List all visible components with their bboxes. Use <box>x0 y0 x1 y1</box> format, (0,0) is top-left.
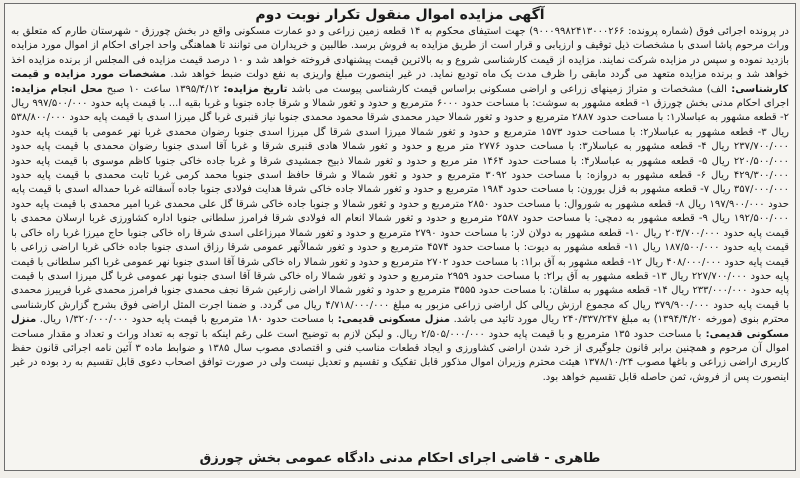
house-old2-text: با مساحت حدود ۱۳۵ مترمربع و با قیمت پایه حدود ۲/۵۰۵/۰۰۰/۰۰۰ ریال. و لیکن لازم به توضیح است علی رغم اینکه با توجه به تعداد وراث و تعداد و مقدار مساحت اموال آن مرحوم و همچنین برابر قانون جلوگیری از خرد شدن اراضی کشاورزی و ایجاد قطعات مناسب فنی و اقتصادی مصوب سال ۱۳۸۵ و ضوابط ماده ۳ آئین نامه اجرائی قانون حفظ کاربری اراضی زراعی و باغها مصوب ۱۳۷۸/۱۰/۲۴ هیئت محترم وزیران اموال مذکور قابل تفکیک و تقسیم و تعدیل نیست ولی در صورت توافق اصحاب دعوی قابل تقسیم به رد بوده در غیر اینصورت پس از فروش، ثمن حاصله قابل تقسیم خواهد بود. <box>11 328 789 383</box>
newspaper-notice <box>4 3 796 471</box>
spec-heading: مشخصات مورد مزایده و قیمت کارشناسی: <box>11 69 789 95</box>
notice-title: آگهی مزایده اموال منقول تکرار نوبت دوم <box>255 7 545 23</box>
house-old-text: با مساحت حدود ۱۸۰ مترمربع با قیمت پایه حدود ۱/۳۲۰/۰۰۰/۰۰۰ ریال. <box>36 314 334 326</box>
auction-date: ۱۳۹۵/۴/۱۲ ساعت ۱۰ صبح <box>102 83 220 95</box>
auction-place-label: محل انجام مزایده: <box>11 83 103 95</box>
parcels-list: اجرای احکام مدنی بخش چورزق ۱- قطعه مشهور به سوشت: با مساحت حدود ۶۰۰۰ مترمربع و حدود و ثغور شمالا و شرقا جاده جنوبا و غربا بقیه ا... با قیمت پایه حدود ۹۹۷/۵۰۰/۰۰۰ ریال ۲- قطعه مشهور به عباسلار۱: با مساحت حدود ۲۸۸۷ مترمربع و حدود و ثغور شمالا حیدر محمدی شرقا محمود محمدی جنوبا نیاز قنبری غربا گل میرزا اسدی با قیمت پایه حدود ۵۳۸/۸۰۰/۰۰۰ ریال ۳- قطعه مشهور به عباسلار۲: با مساحت حدود ۱۵۷۳ مترمربع و حدود و ثغور شمالا میرزا اسدی شرقا گل میرزا اسدی جنوبا رضوان محمدی غربا نهر عمومی با قیمت پایه حدود ۲۳۷/۷۰۰/۰۰۰ ریال ۴- قطعه مشهور به عباسلار۳: با مساحت حدود ۲۷۷۶ متر مربع و حدود و ثغور شمالا هادی قنبری شرقا و غربا آقا اسدی جنوبا رضوان محمدی با قیمت پایه حدود ۲۲۰/۵۰۰/۰۰۰ ریال ۵- قطعه مشهور به عباسلار۴: با مساحت حدود ۱۴۶۴ متر مربع و حدود و ثغور شمالا ذبیح جمشیدی شرقا و غربا جاده خاکی جنوبا کاظم موسوی با قیمت پایه حدود ۴۲۹/۳۰۰/۰۰۰ ریال ۶- قطعه مشهور به دروازه: با مساحت حدود ۳۰۹۲ مترمربع و حدود و ثغور شمالا و شرقا حافظ اسدی جنوبا محمد کرمی غربا ثابت محمدی با قیمت پایه حدود ۳۵۷/۰۰۰/۰۰۰ ریال ۷- قطعه مشهور به قزل بورون: با مساحت حدود ۱۹۸۴ مترمربع و حدود و ثغور شمالا جاده خاکی شرقا هدایت فولادی جنوبا جاده آسفالته غربا حمداله اسدی با قیمت پایه حدود ۱۹۷/۹۰۰/۰۰۰ ریال ۸- قطعه مشهور به شوروال: با مساحت حدود ۲۸۵۰ مترمربع و حدود و ثغور شمالا و جنوبا جاده خاکی شرقا گل علی محمدی غربا امیر محمدی با قیمت پایه حدود ۱۹۲/۵۰۰/۰۰۰ ریال ۹- قطعه مشهور به دمچی: با مساحت حدود ۲۵۸۷ مترمربع و حدود و ثغور شمالا انعام اله فولادی شرقا فرامرز سلطانی جنوبا اداره کشاورزی غربا ارسلان محمدی با قیمت پایه حدود ۲۰۳/۷۰۰/۰۰۰ ریال ۱۰- قطعه مشهور به دولان لار: با مساحت حدود ۲۷۹۰ مترمربع و حدود و ثغور شمالا میرزاعلی اسدی شرقا راه خاکی جنوبا حاج میرزا غربا راه خاکی با قیمت پایه حدود ۱۸۷/۵۰۰/۰۰۰ ریال ۱۱- قطعه مشهور به دیوت: با مساحت حدود ۴۵۷۴ مترمربع و حدود و ثغور شمالاًنهر عمومی شرقا رزاق اسدی جنوبا جاده خاکی غربا اراضی زراعی با قیمت پایه حدود ۴۰۸/۰۰۰/۰۰۰ ریال ۱۲- قطعه مشهور به آق برا۱: با مساحت حدود ۲۷۰۲ مترمربع و حدود و ثغور شمالا راه خاکی شرقا آقا اسدی جنوبا نهر عمومی غربا اکبر سلطانی با قیمت پایه حدود ۲۲۷/۷۰۰/۰۰۰ ریال ۱۳- قطعه مشهور به آق برا۲: با مساحت حدود ۲۹۵۹ مترمربع و حدود و ثغور شمالا راه خاکی شرقا آقا اسدی جنوبا نهر عمومی غربا گل میرزا اسدی با قیمت پایه حدود ۲۳۳/۰۰۰/۰۰۰ ریال ۱۴- قطعه مشهور به سلقان: با مساحت حدود ۳۵۵۵ مترمربع و حدود و ثغور شمالا اراضی زارعین شرقا نجف محمدی جنوبا فرامرز محمدی غربا فریبرز محمدی با قیمت پایه حدود ۳۷۹/۹۰۰/۰۰۰ ریال که مجموع ارزش ریالی کل اراضی زراعی مزبور به مبلغ ۴/۷۱۸/۰۰۰/۰۰۰ ریال می گردد. و ضمنا اجرت المثل اراضی فوق بشرح گزارش کارشناسی محترم بنوی (مورخه ۱۳۹۴/۴/۲۰) به مبلغ ۲۴۰/۳۳۷/۲۴۷ ریال مورد تائید می باشد. <box>11 98 790 326</box>
judge-signature: طاهری - قاضی اجرای احکام مدنی دادگاه عمومی بخش چورزق <box>199 451 601 466</box>
spec-a: الف) مشخصات و متراژ زمینهای زراعی و اراضی مسکونی براساس قیمت کارشناسی پیوست می باشد <box>287 83 727 95</box>
house-old2-label: منزل مسکونی قدیمی: <box>11 314 790 340</box>
notice-intro: در پرونده اجرائی فوق (شماره پرونده: ۹۰۰۰۹۹۸۲۴۱۳۰۰۰۲۶۶) جهت استیفای محکوم به ۱۴ قطعه زمین زراعی و دو عمارت مسکونی واقع در بخش چورزق - شهرستان طارم که متعلق به وراث مرحوم پاشا اسدی با مشخصات ذیل توقیف و ارزیابی و قرار است از طریق مزایده به فروش برسد. طالبین و خریداران می توانند تا هماهنگی واحد اجرای احکام از اموال مورد مزایده بازدید نموده و سپس در مزایده شرکت نمایند. مزایده از قیمت کارشناسی شروع و به بالاترین قیمت پیشنهادی فروخته خواهد شد و ۱۰ درصد قیمت مزایده فی المجلس از برنده مزایده اخذ خواهد شد و برنده مزایده متعهد می گردد مابقی را ظرف مدت یک ماه تودیع نماید. در غیر اینصورت مبلغ واریزی به نفع دولت ضبط خواهد شد. <box>11 26 789 81</box>
house-old-label: منزل مسکونی قدیمی: <box>333 314 450 326</box>
auction-date-label: تاریخ مزایده: <box>219 83 288 95</box>
notice-body <box>5 25 795 385</box>
